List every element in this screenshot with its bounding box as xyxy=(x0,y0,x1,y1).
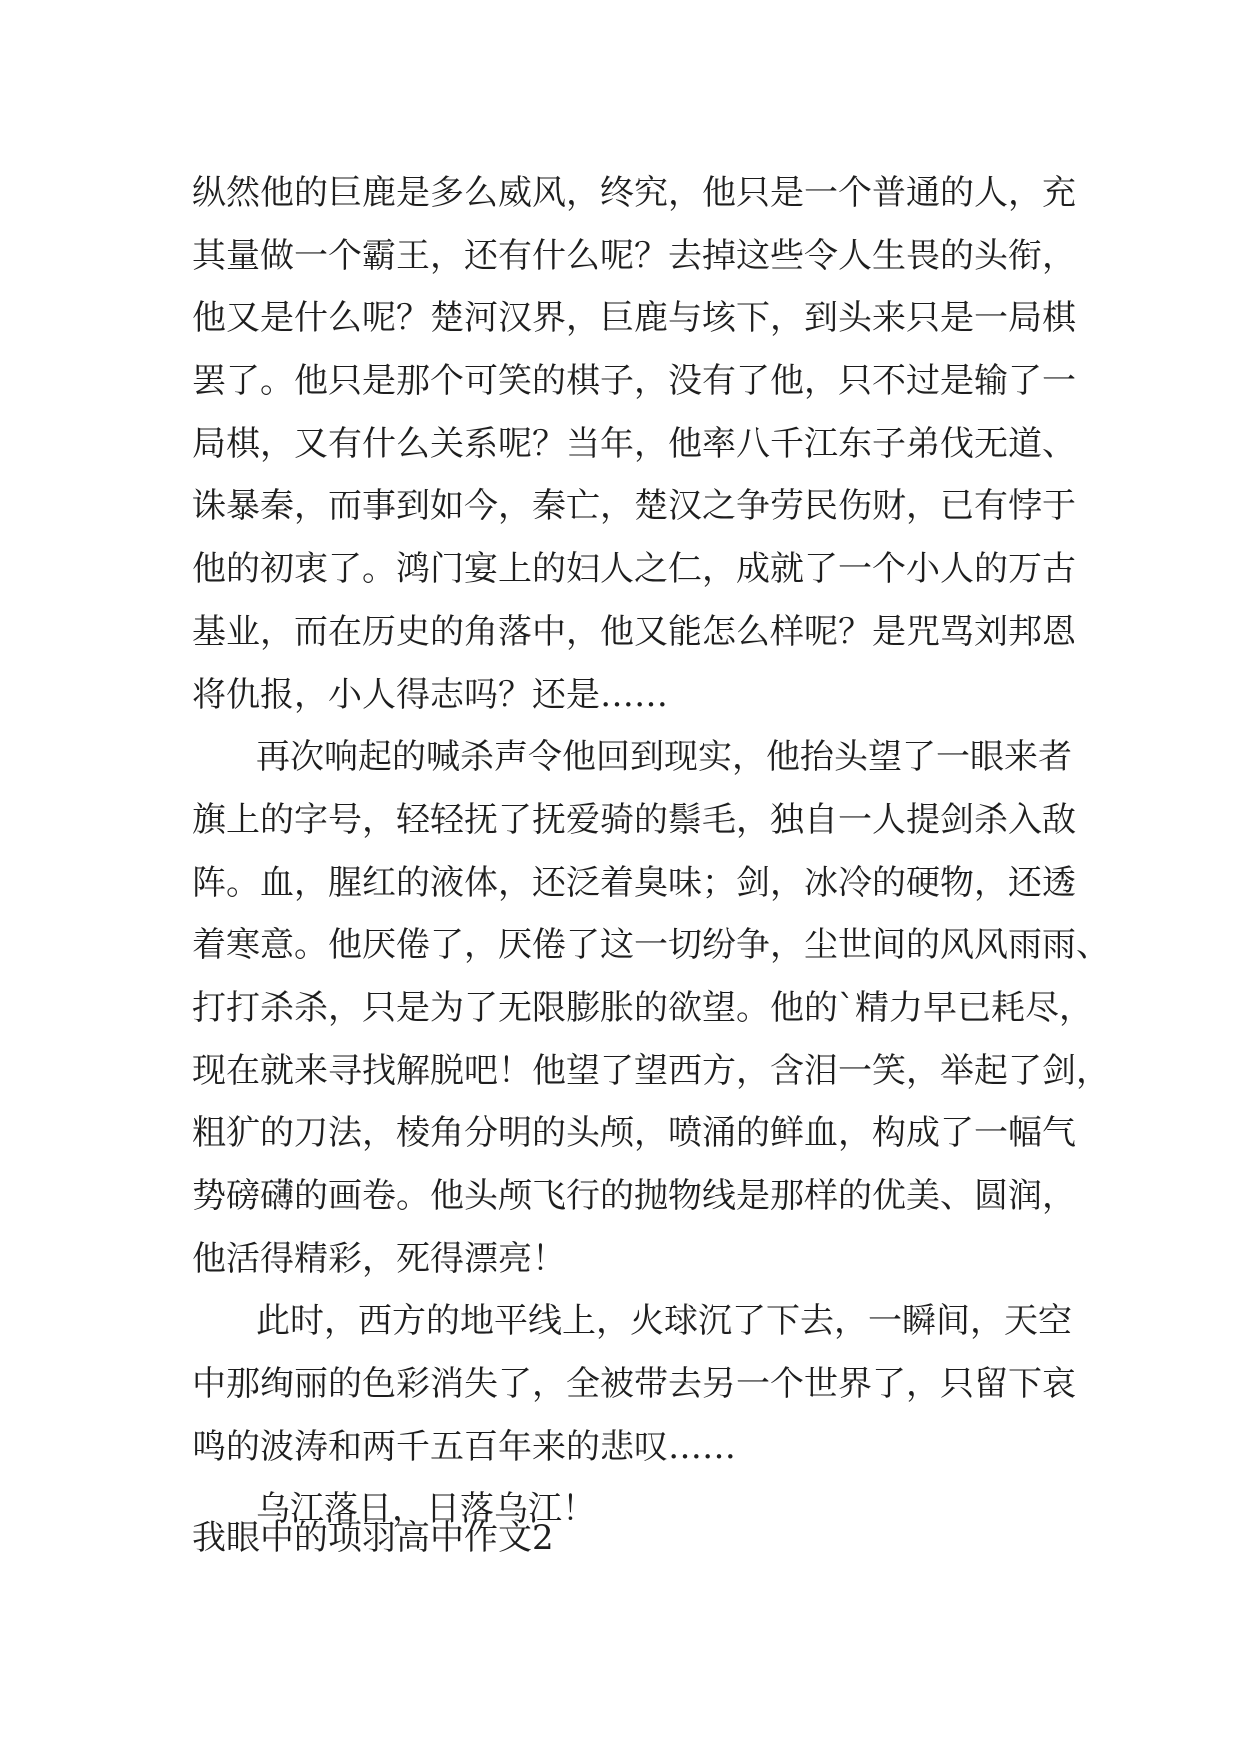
line-text: 现在就来寻找解脱吧！他望了望西方，含泪一笑，举起了剑， xyxy=(192,1050,1110,1091)
line-text: 旗上的字号，轻轻抚了抚爱骑的鬃毛，独自一人提剑杀入敌 xyxy=(192,799,1076,840)
line-text: 他活得精彩，死得漂亮！ xyxy=(192,1238,566,1279)
line-text: 势磅礴的画卷。他头颅飞行的抛物线是那样的优美、圆润， xyxy=(192,1176,1076,1216)
paragraph xyxy=(192,1290,1076,1478)
paragraph xyxy=(192,726,1110,1290)
line-text: 他又是什么呢？楚河汉界，巨鹿与垓下，到头来只是一局棋 xyxy=(192,298,1076,339)
text-line xyxy=(192,1353,1076,1416)
line-text: 中那绚丽的色彩消失了，全被带去另一个世界了，只留下哀 xyxy=(192,1364,1076,1405)
text-line xyxy=(192,287,1076,350)
line-text: 再次响起的喊杀声令他回到现实，他抬头望了一眼来者 xyxy=(256,737,1072,778)
text-line xyxy=(192,914,1110,977)
line-text: 鸣的波涛和两千五百年来的悲叹…… xyxy=(192,1426,736,1467)
text-line xyxy=(192,1102,1076,1165)
line-text: 阵。血，腥红的液体，还泛着臭味；剑，冰冷的硬物，还透 xyxy=(192,862,1076,903)
line-text: 将仇报，小人得志吗？还是…… xyxy=(192,674,668,715)
text-line xyxy=(192,1290,1072,1353)
text-line xyxy=(192,413,1076,476)
text-line xyxy=(192,726,1072,789)
text-line xyxy=(192,1416,1072,1479)
text-line xyxy=(192,664,1072,727)
text-line xyxy=(192,1040,1110,1103)
line-text: 他的初衷了。鸿门宴上的妇人之仁，成就了一个小人的万古 xyxy=(192,549,1076,590)
text-line xyxy=(192,977,1093,1040)
text-line xyxy=(192,1165,1076,1228)
line-text: 罢了。他只是那个可笑的棋子，没有了他，只不过是输了一 xyxy=(192,361,1076,402)
line-text: 局棋，又有什么关系呢？当年，他率八千江东子弟伐无道、 xyxy=(192,423,1076,464)
text-line xyxy=(192,350,1076,413)
text-line xyxy=(192,225,1076,288)
line-text: 其量做一个霸王，还有什么呢？去掉这些令人生畏的头衔， xyxy=(192,235,1076,276)
text-line xyxy=(192,1228,1072,1291)
essay-title: 我眼中的项羽高中作文2 xyxy=(192,1518,554,1558)
line-text: 乌江落日，日落乌江！ xyxy=(256,1489,596,1530)
line-text: 着寒意。他厌倦了，厌倦了这一切纷争，尘世间的风风雨雨、 xyxy=(192,925,1110,966)
line-text: 粗犷的刀法，棱角分明的头颅，喷涌的鲜血，构成了一幅气 xyxy=(192,1113,1076,1154)
line-text: 诛暴秦，而事到如今，秦亡，楚汉之争劳民伤财，已有悖于 xyxy=(192,486,1076,527)
essay-body xyxy=(192,162,1110,1541)
line-text: 纵然他的巨鹿是多么威风，终究，他只是一个普通的人，充 xyxy=(192,173,1076,213)
text-line xyxy=(192,789,1076,852)
line-text: 此时，西方的地平线上，火球沉了下去，一瞬间，天空 xyxy=(256,1301,1072,1342)
text-line xyxy=(192,475,1076,538)
text-line xyxy=(192,601,1076,664)
text-line xyxy=(192,162,1076,225)
line-text: 基业，而在历史的角落中，他又能怎么样呢？是咒骂刘邦恩 xyxy=(192,611,1076,652)
text-line xyxy=(192,852,1076,915)
text-line xyxy=(192,538,1076,601)
paragraph xyxy=(192,162,1076,726)
line-text: 打打杀杀，只是为了无限膨胀的欲望。他的`精力早已耗尽， xyxy=(192,987,1093,1028)
